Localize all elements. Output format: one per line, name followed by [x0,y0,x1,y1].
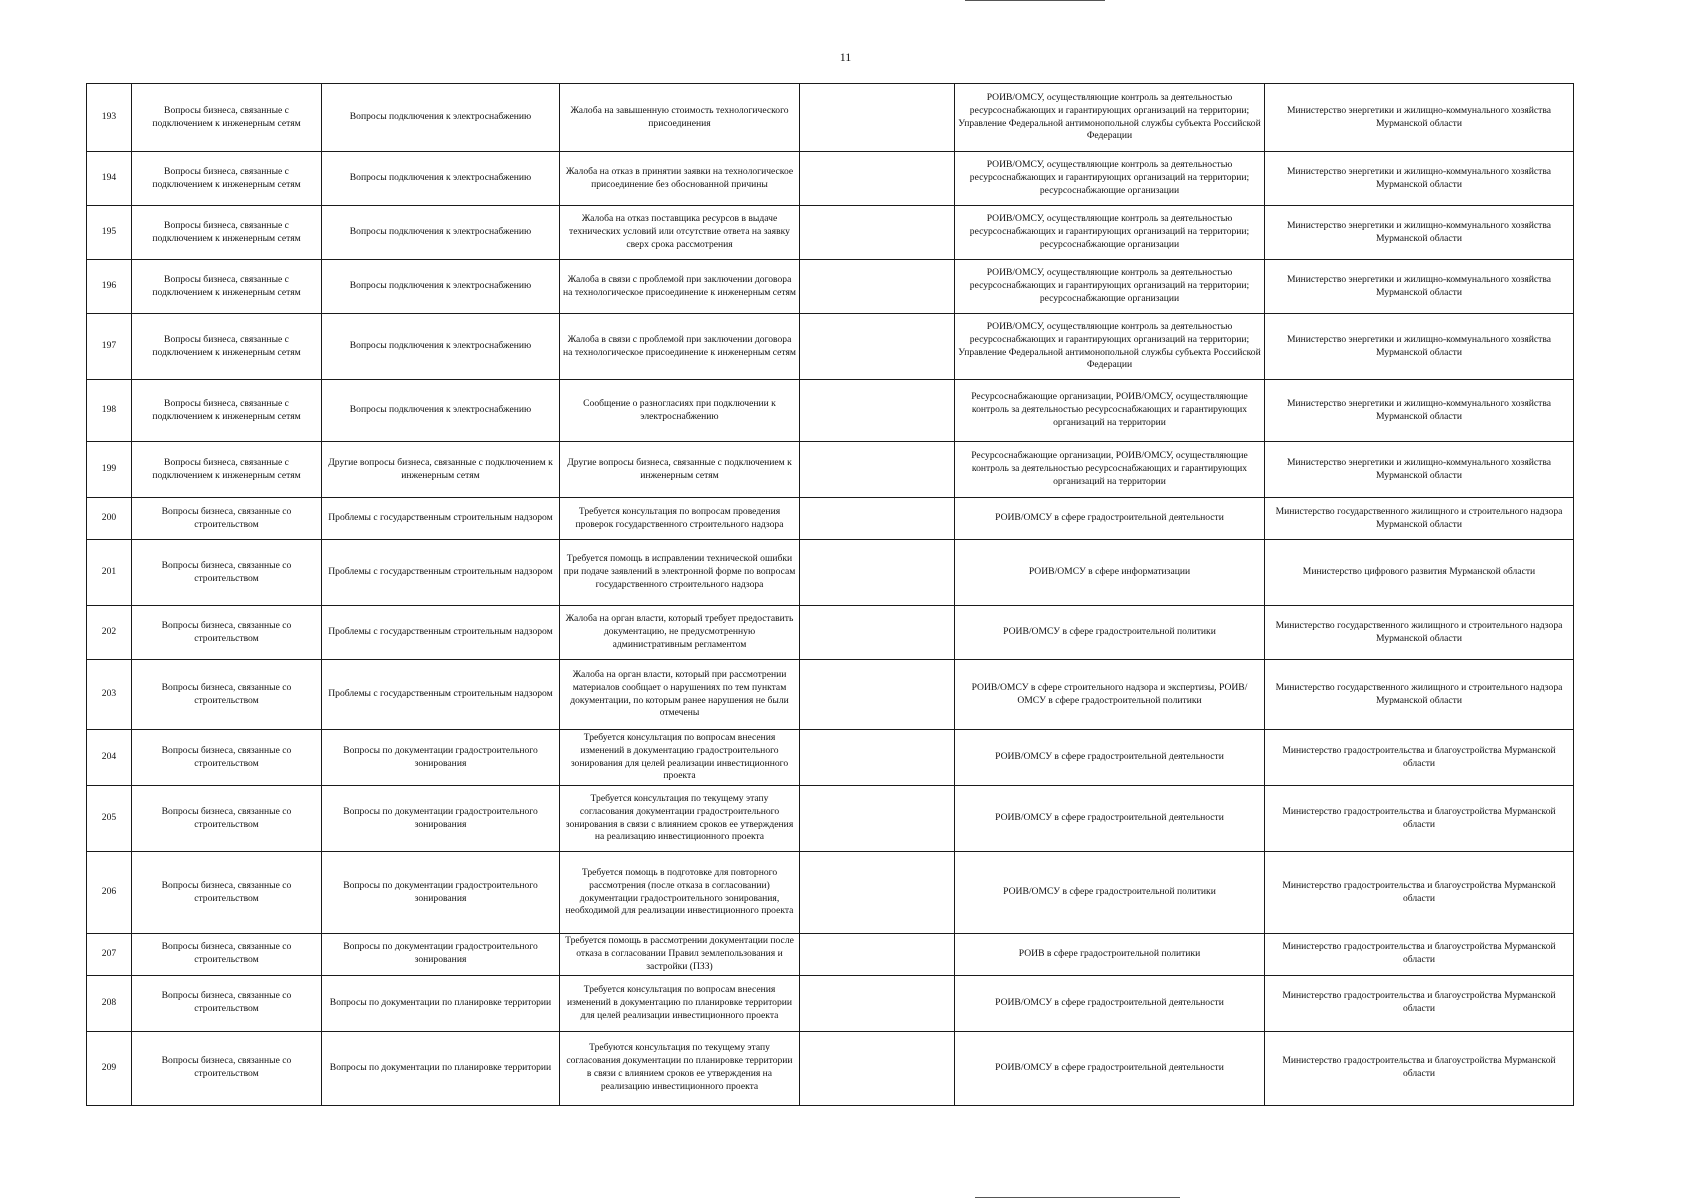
row-number: 208 [87,975,132,1031]
table-row [87,260,1574,314]
subcategory-cell: Вопросы подключения к электроснабжению [322,380,560,442]
problem-cell: Требуется консультация по вопросам проведения проверок государственного строительного надзора [560,498,800,540]
subcategory-cell: Вопросы по документации градостроительного зонирования [322,786,560,852]
ministry-cell: Министерство энергетики и жилищно-коммунального хозяйства Мурманской области [1265,380,1574,442]
ministry-cell: Министерство градостроительства и благоустройства Мурманской области [1265,934,1574,976]
problem-cell: Жалоба на завышенную стоимость технологического присоединения [560,84,800,152]
category-cell: Вопросы бизнеса, связанные со строительством [132,1031,322,1105]
empty-cell [800,975,955,1031]
ministry-cell: Министерство цифрового развития Мурманской области [1265,540,1574,606]
empty-cell [800,1031,955,1105]
subcategory-cell: Вопросы подключения к электроснабжению [322,206,560,260]
category-cell: Вопросы бизнеса, связанные с подключением к инженерным сетям [132,84,322,152]
category-cell: Вопросы бизнеса, связанные со строительством [132,606,322,660]
table-row [87,660,1574,730]
responsible-cell: РОИВ/ОМСУ в сфере градостроительной деятельности [955,1031,1265,1105]
row-number: 200 [87,498,132,540]
empty-cell [800,206,955,260]
subcategory-cell: Вопросы подключения к электроснабжению [322,314,560,380]
category-cell: Вопросы бизнеса, связанные со строительством [132,786,322,852]
row-number: 198 [87,380,132,442]
row-number: 207 [87,934,132,976]
category-cell: Вопросы бизнеса, связанные с подключением к инженерным сетям [132,260,322,314]
ministry-cell: Министерство энергетики и жилищно-коммунального хозяйства Мурманской области [1265,442,1574,498]
empty-cell [800,786,955,852]
responsible-cell: РОИВ/ОМСУ в сфере градостроительной деятельности [955,786,1265,852]
problem-cell: Жалоба на орган власти, который требует предоставить документацию, не предусмотренную административным регламентом [560,606,800,660]
row-number: 202 [87,606,132,660]
row-number: 205 [87,786,132,852]
table-row [87,380,1574,442]
table-row [87,84,1574,152]
row-number: 194 [87,152,132,206]
problem-cell: Требуется консультация по текущему этапу согласования документации градостроительного зонирования в связи с влиянием сроков ее утверждения на реализацию инвестиционного проекта [560,786,800,852]
subcategory-cell: Другие вопросы бизнеса, связанные с подключением к инженерным сетям [322,442,560,498]
top-rule [965,0,1105,1]
problem-cell: Требуется консультация по вопросам внесения изменений в документацию градостроительного зонирования для целей реализации инвестиционного проекта [560,730,800,786]
subcategory-cell: Проблемы с государственным строительным надзором [322,606,560,660]
empty-cell [800,84,955,152]
responsible-cell: РОИВ/ОМСУ, осуществляющие контроль за деятельностью ресурсоснабжающих и гарантирующих организаций на территории; ресурсоснабжающие организации [955,260,1265,314]
problem-cell: Сообщение о разногласиях при подключении к электроснабжению [560,380,800,442]
row-number: 195 [87,206,132,260]
table-row [87,206,1574,260]
subcategory-cell: Вопросы по документации по планировке территории [322,1031,560,1105]
responsible-cell: РОИВ/ОМСУ, осуществляющие контроль за деятельностью ресурсоснабжающих и гарантирующих организаций на территории; Управление Федеральной антимонопольной службы субъекта Российской Федерации [955,314,1265,380]
problem-cell: Жалоба в связи с проблемой при заключении договора на технологическое присоединение к инженерным сетям [560,314,800,380]
ministry-cell: Министерство энергетики и жилищно-коммунального хозяйства Мурманской области [1265,152,1574,206]
table-row [87,1031,1574,1105]
ministry-cell: Министерство градостроительства и благоустройства Мурманской области [1265,730,1574,786]
category-cell: Вопросы бизнеса, связанные со строительством [132,730,322,786]
category-cell: Вопросы бизнеса, связанные с подключением к инженерным сетям [132,206,322,260]
category-cell: Вопросы бизнеса, связанные со строительством [132,975,322,1031]
ministry-cell: Министерство энергетики и жилищно-коммунального хозяйства Мурманской области [1265,260,1574,314]
category-cell: Вопросы бизнеса, связанные со строительством [132,540,322,606]
responsible-cell: РОИВ/ОМСУ в сфере градостроительной деятельности [955,975,1265,1031]
subcategory-cell: Вопросы по документации градостроительного зонирования [322,934,560,976]
empty-cell [800,540,955,606]
bottom-rule [975,1197,1180,1198]
subcategory-cell: Вопросы по документации градостроительного зонирования [322,852,560,934]
empty-cell [800,442,955,498]
responsible-cell: Ресурсоснабжающие организации, РОИВ/ОМСУ, осуществляющие контроль за деятельностью ресурсоснабжающих и гарантирующих организаций на территории [955,442,1265,498]
problem-cell: Требуется помощь в рассмотрении документации после отказа в согласовании Правил землепользования и застройки (ПЗЗ) [560,934,800,976]
row-number: 193 [87,84,132,152]
row-number: 209 [87,1031,132,1105]
empty-cell [800,498,955,540]
row-number: 199 [87,442,132,498]
ministry-cell: Министерство государственного жилищного и строительного надзора Мурманской области [1265,660,1574,730]
problem-cell: Жалоба на орган власти, который при рассмотрении материалов сообщает о нарушениях по тем пунктам документации, по которым ранее нарушения не были отмечены [560,660,800,730]
responsible-cell: РОИВ/ОМСУ в сфере градостроительной деятельности [955,498,1265,540]
problem-cell: Требуется консультация по вопросам внесения изменений в документацию по планировке территории для целей реализации инвестиционного проекта [560,975,800,1031]
category-cell: Вопросы бизнеса, связанные с подключением к инженерным сетям [132,380,322,442]
empty-cell [800,152,955,206]
empty-cell [800,606,955,660]
responsible-cell: РОИВ/ОМСУ, осуществляющие контроль за деятельностью ресурсоснабжающих и гарантирующих организаций на территории; ресурсоснабжающие организации [955,206,1265,260]
category-cell: Вопросы бизнеса, связанные со строительством [132,852,322,934]
row-number: 206 [87,852,132,934]
empty-cell [800,934,955,976]
ministry-cell: Министерство энергетики и жилищно-коммунального хозяйства Мурманской области [1265,84,1574,152]
page-number: 11 [839,50,852,64]
subcategory-cell: Вопросы подключения к электроснабжению [322,260,560,314]
table-row [87,975,1574,1031]
problem-cell: Требуются консультация по текущему этапу согласования документации по планировке территории в связи с влиянием сроков ее утверждения на реализацию инвестиционного проекта [560,1031,800,1105]
responsible-cell: РОИВ/ОМСУ в сфере градостроительной деятельности [955,730,1265,786]
ministry-cell: Министерство государственного жилищного и строительного надзора Мурманской области [1265,606,1574,660]
responsible-cell: РОИВ/ОМСУ, осуществляющие контроль за деятельностью ресурсоснабжающих и гарантирующих организаций на территории; Управление Федеральной антимонопольной службы субъекта Российской Федерации [955,84,1265,152]
table-row [87,442,1574,498]
table-row [87,606,1574,660]
responsible-cell: РОИВ/ОМСУ в сфере градостроительной политики [955,852,1265,934]
responsible-cell: РОИВ/ОМСУ в сфере строительного надзора и экспертизы, РОИВ/ОМСУ в сфере градостроительной политики [955,660,1265,730]
row-number: 204 [87,730,132,786]
table-row [87,934,1574,976]
category-cell: Вопросы бизнеса, связанные с подключением к инженерным сетям [132,152,322,206]
subcategory-cell: Вопросы подключения к электроснабжению [322,152,560,206]
table-row [87,314,1574,380]
row-number: 197 [87,314,132,380]
table-row [87,852,1574,934]
empty-cell [800,314,955,380]
ministry-cell: Министерство градостроительства и благоустройства Мурманской области [1265,852,1574,934]
subcategory-cell: Вопросы по документации градостроительного зонирования [322,730,560,786]
problem-cell: Требуется помощь в исправлении технической ошибки при подаче заявлений в электронной форме по вопросам государственного строительного надзора [560,540,800,606]
row-number: 201 [87,540,132,606]
table-row [87,786,1574,852]
subcategory-cell: Вопросы по документации по планировке территории [322,975,560,1031]
empty-cell [800,260,955,314]
problem-cell: Жалоба на отказ в принятии заявки на технологическое присоединение без обоснованной причины [560,152,800,206]
problem-cell: Жалоба в связи с проблемой при заключении договора на технологическое присоединение к инженерным сетям [560,260,800,314]
responsible-cell: РОИВ в сфере градостроительной политики [955,934,1265,976]
ministry-cell: Министерство энергетики и жилищно-коммунального хозяйства Мурманской области [1265,314,1574,380]
document-table [86,83,1574,1106]
category-cell: Вопросы бизнеса, связанные со строительством [132,498,322,540]
category-cell: Вопросы бизнеса, связанные с подключением к инженерным сетям [132,314,322,380]
ministry-cell: Министерство градостроительства и благоустройства Мурманской области [1265,786,1574,852]
table-row [87,152,1574,206]
empty-cell [800,380,955,442]
ministry-cell: Министерство градостроительства и благоустройства Мурманской области [1265,1031,1574,1105]
responsible-cell: РОИВ/ОМСУ в сфере градостроительной политики [955,606,1265,660]
empty-cell [800,660,955,730]
category-cell: Вопросы бизнеса, связанные с подключением к инженерным сетям [132,442,322,498]
subcategory-cell: Проблемы с государственным строительным надзором [322,498,560,540]
problem-cell: Жалоба на отказ поставщика ресурсов в выдаче технических условий или отсутствие ответа на заявку сверх срока рассмотрения [560,206,800,260]
ministry-cell: Министерство энергетики и жилищно-коммунального хозяйства Мурманской области [1265,206,1574,260]
row-number: 203 [87,660,132,730]
category-cell: Вопросы бизнеса, связанные со строительством [132,934,322,976]
empty-cell [800,730,955,786]
table-row [87,730,1574,786]
subcategory-cell: Проблемы с государственным строительным надзором [322,540,560,606]
subcategory-cell: Вопросы подключения к электроснабжению [322,84,560,152]
subcategory-cell: Проблемы с государственным строительным надзором [322,660,560,730]
empty-cell [800,852,955,934]
table-row [87,498,1574,540]
row-number: 196 [87,260,132,314]
ministry-cell: Министерство градостроительства и благоустройства Мурманской области [1265,975,1574,1031]
responsible-cell: РОИВ/ОМСУ в сфере информатизации [955,540,1265,606]
category-cell: Вопросы бизнеса, связанные со строительством [132,660,322,730]
ministry-cell: Министерство государственного жилищного и строительного надзора Мурманской области [1265,498,1574,540]
table-row [87,540,1574,606]
responsible-cell: РОИВ/ОМСУ, осуществляющие контроль за деятельностью ресурсоснабжающих и гарантирующих организаций на территории; ресурсоснабжающие организации [955,152,1265,206]
problem-cell: Требуется помощь в подготовке для повторного рассмотрения (после отказа в согласовании) документации градостроительного зонирования, необходимой для реализации инвестиционного проекта [560,852,800,934]
problem-cell: Другие вопросы бизнеса, связанные с подключением к инженерным сетям [560,442,800,498]
responsible-cell: Ресурсоснабжающие организации, РОИВ/ОМСУ, осуществляющие контроль за деятельностью ресурсоснабжающих и гарантирующих организаций на территории [955,380,1265,442]
